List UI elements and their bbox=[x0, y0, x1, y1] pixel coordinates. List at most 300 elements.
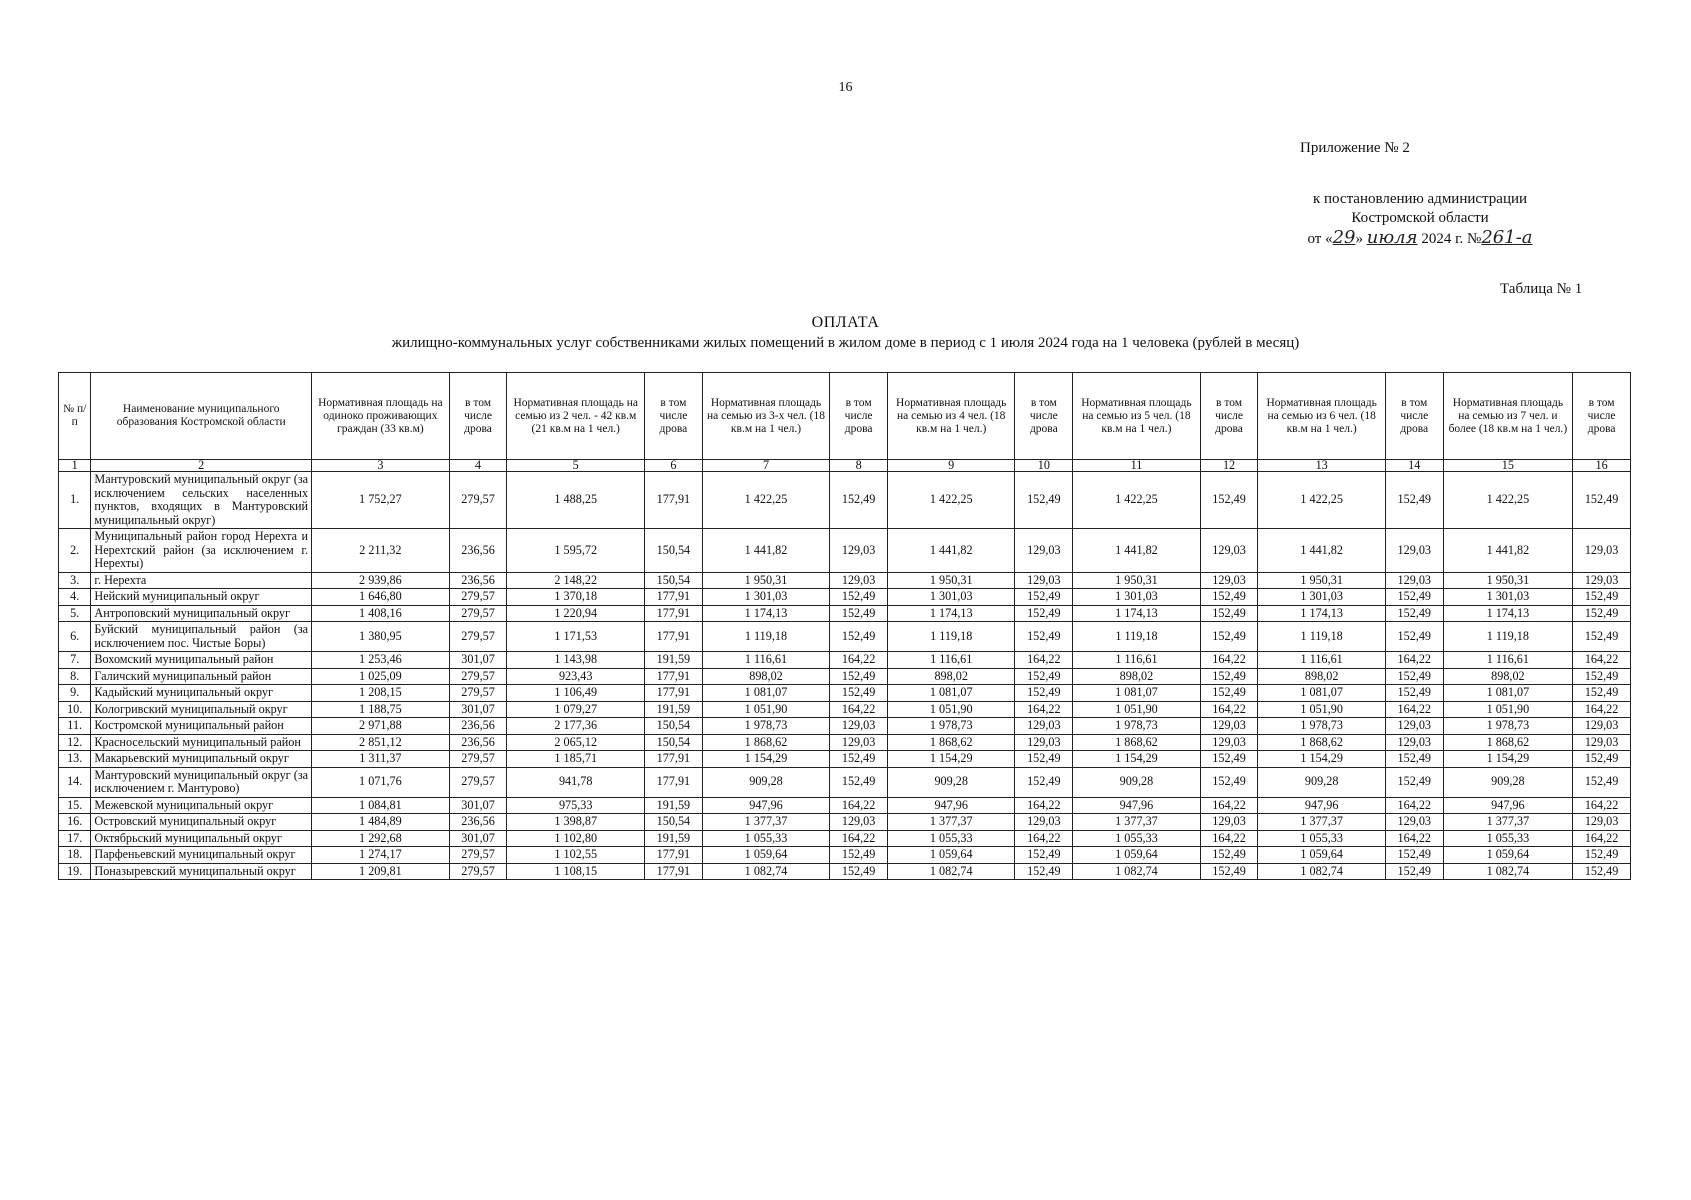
firewood-value: 152,49 bbox=[1200, 472, 1258, 529]
firewood-value: 236,56 bbox=[449, 734, 507, 751]
firewood-value: 279,57 bbox=[449, 605, 507, 622]
firewood-value: 164,22 bbox=[1015, 701, 1073, 718]
row-number: 7. bbox=[59, 652, 91, 669]
firewood-value: 279,57 bbox=[449, 751, 507, 768]
payment-value: 909,28 bbox=[702, 767, 830, 797]
payment-value: 1 059,64 bbox=[702, 847, 830, 864]
firewood-value: 279,57 bbox=[449, 622, 507, 652]
payment-value: 1 441,82 bbox=[1258, 529, 1386, 573]
firewood-value: 129,03 bbox=[1573, 572, 1631, 589]
firewood-value: 152,49 bbox=[1573, 668, 1631, 685]
payment-value: 1 380,95 bbox=[312, 622, 450, 652]
column-number-row bbox=[59, 460, 1631, 472]
payment-value: 1 171,53 bbox=[507, 622, 645, 652]
firewood-value: 152,49 bbox=[1385, 863, 1443, 880]
firewood-value: 279,57 bbox=[449, 685, 507, 702]
table-row bbox=[59, 830, 1631, 847]
firewood-value: 129,03 bbox=[1385, 529, 1443, 573]
firewood-value: 129,03 bbox=[1573, 734, 1631, 751]
column-header-3: Нормативная площадь на одиноко проживающих граждан (33 кв.м) bbox=[312, 373, 450, 460]
payment-value: 947,96 bbox=[887, 797, 1015, 814]
column-number-15: 15 bbox=[1443, 460, 1573, 472]
firewood-value: 152,49 bbox=[830, 863, 888, 880]
payment-value: 1 422,25 bbox=[1443, 472, 1573, 529]
firewood-value: 164,22 bbox=[1573, 652, 1631, 669]
firewood-value: 152,49 bbox=[1015, 751, 1073, 768]
municipality-name: Макарьевский муниципальный округ bbox=[91, 751, 312, 768]
firewood-value: 279,57 bbox=[449, 589, 507, 606]
firewood-value: 152,49 bbox=[1385, 751, 1443, 768]
payment-value: 1 441,82 bbox=[887, 529, 1015, 573]
payment-value: 1 377,37 bbox=[1073, 814, 1201, 831]
firewood-value: 152,49 bbox=[1200, 589, 1258, 606]
firewood-value: 177,91 bbox=[645, 751, 703, 768]
payment-value: 1 950,31 bbox=[1258, 572, 1386, 589]
payment-value: 1 978,73 bbox=[887, 718, 1015, 735]
firewood-value: 152,49 bbox=[830, 589, 888, 606]
firewood-value: 152,49 bbox=[830, 685, 888, 702]
firewood-value: 129,03 bbox=[830, 572, 888, 589]
page-number: 16 bbox=[838, 80, 853, 95]
payment-value: 947,96 bbox=[702, 797, 830, 814]
firewood-value: 164,22 bbox=[1385, 797, 1443, 814]
payment-value: 1 119,18 bbox=[1443, 622, 1573, 652]
table-row bbox=[59, 797, 1631, 814]
payment-value: 1 051,90 bbox=[887, 701, 1015, 718]
payment-value: 1 422,25 bbox=[1073, 472, 1201, 529]
payment-value: 947,96 bbox=[1258, 797, 1386, 814]
firewood-value: 152,49 bbox=[830, 767, 888, 797]
firewood-value: 152,49 bbox=[1573, 751, 1631, 768]
firewood-value: 152,49 bbox=[1385, 767, 1443, 797]
firewood-value: 152,49 bbox=[830, 605, 888, 622]
firewood-value: 152,49 bbox=[1385, 472, 1443, 529]
payment-value: 1 082,74 bbox=[702, 863, 830, 880]
firewood-value: 150,54 bbox=[645, 814, 703, 831]
firewood-value: 152,49 bbox=[1573, 767, 1631, 797]
firewood-value: 152,49 bbox=[830, 847, 888, 864]
payment-value: 1 154,29 bbox=[1443, 751, 1573, 768]
firewood-value: 164,22 bbox=[1200, 797, 1258, 814]
column-header-11: Нормативная площадь на семью из 5 чел. (18 кв.м на 1 чел.) bbox=[1073, 373, 1201, 460]
firewood-value: 129,03 bbox=[1015, 718, 1073, 735]
payment-value: 1 119,18 bbox=[1073, 622, 1201, 652]
payment-value: 1 174,13 bbox=[887, 605, 1015, 622]
column-header-1: № п/п bbox=[59, 373, 91, 460]
column-number-3: 3 bbox=[312, 460, 450, 472]
firewood-value: 152,49 bbox=[1015, 685, 1073, 702]
document-subtitle: жилищно-коммунальных услуг собственниками жилых помещений в жилом доме в период с 1 июля 2024 года на 1 человека (рублей в месяц) bbox=[391, 335, 1300, 351]
decree-reference bbox=[1240, 190, 1600, 249]
row-number: 2. bbox=[59, 529, 91, 573]
municipality-name: Нейский муниципальный округ bbox=[91, 589, 312, 606]
payment-value: 898,02 bbox=[1258, 668, 1386, 685]
decree-line-2: Костромской области bbox=[1351, 210, 1489, 226]
table-row bbox=[59, 718, 1631, 735]
payment-value: 1 102,55 bbox=[507, 847, 645, 864]
column-header-16: в том числе дрова bbox=[1573, 373, 1631, 460]
firewood-value: 150,54 bbox=[645, 734, 703, 751]
firewood-value: 164,22 bbox=[830, 797, 888, 814]
table-row bbox=[59, 685, 1631, 702]
payment-value: 2 148,22 bbox=[507, 572, 645, 589]
firewood-value: 152,49 bbox=[830, 668, 888, 685]
firewood-value: 164,22 bbox=[1573, 797, 1631, 814]
payment-value: 1 978,73 bbox=[1258, 718, 1386, 735]
payment-value: 1 025,09 bbox=[312, 668, 450, 685]
payment-value: 1 051,90 bbox=[1443, 701, 1573, 718]
date-day: 29 bbox=[1332, 227, 1356, 248]
payment-value: 898,02 bbox=[1443, 668, 1573, 685]
payment-value: 1 119,18 bbox=[887, 622, 1015, 652]
payment-value: 1 274,17 bbox=[312, 847, 450, 864]
decree-line-1: к постановлению администрации bbox=[1312, 191, 1528, 207]
firewood-value: 177,91 bbox=[645, 589, 703, 606]
table-row bbox=[59, 734, 1631, 751]
firewood-value: 152,49 bbox=[1385, 589, 1443, 606]
payment-value: 1 377,37 bbox=[1258, 814, 1386, 831]
payment-value: 1 116,61 bbox=[1073, 652, 1201, 669]
row-number: 11. bbox=[59, 718, 91, 735]
payment-value: 1 377,37 bbox=[1443, 814, 1573, 831]
payment-value: 1 102,80 bbox=[507, 830, 645, 847]
municipality-name: Кадыйский муниципальный округ bbox=[91, 685, 312, 702]
row-number: 9. bbox=[59, 685, 91, 702]
firewood-value: 129,03 bbox=[1200, 734, 1258, 751]
firewood-value: 301,07 bbox=[449, 797, 507, 814]
row-number: 6. bbox=[59, 622, 91, 652]
firewood-value: 152,49 bbox=[1015, 668, 1073, 685]
decree-date-line bbox=[1240, 228, 1600, 249]
payment-value: 1 071,76 bbox=[312, 767, 450, 797]
payment-value: 909,28 bbox=[1443, 767, 1573, 797]
table-row bbox=[59, 751, 1631, 768]
payment-value: 2 851,12 bbox=[312, 734, 450, 751]
firewood-value: 152,49 bbox=[1200, 605, 1258, 622]
column-number-12: 12 bbox=[1200, 460, 1258, 472]
document-title: ОПЛАТА bbox=[811, 314, 880, 331]
column-number-8: 8 bbox=[830, 460, 888, 472]
firewood-value: 301,07 bbox=[449, 652, 507, 669]
column-number-9: 9 bbox=[887, 460, 1015, 472]
payment-value: 1 059,64 bbox=[887, 847, 1015, 864]
table-row bbox=[59, 701, 1631, 718]
table-row bbox=[59, 622, 1631, 652]
table-row bbox=[59, 572, 1631, 589]
firewood-value: 191,59 bbox=[645, 701, 703, 718]
firewood-value: 152,49 bbox=[1015, 847, 1073, 864]
row-number: 10. bbox=[59, 701, 91, 718]
firewood-value: 152,49 bbox=[1200, 685, 1258, 702]
payment-value: 1 646,80 bbox=[312, 589, 450, 606]
payment-value: 1 059,64 bbox=[1443, 847, 1573, 864]
payment-value: 1 978,73 bbox=[1073, 718, 1201, 735]
firewood-value: 150,54 bbox=[645, 718, 703, 735]
municipality-name: Буйский муниципальный район (за исключением пос. Чистые Боры) bbox=[91, 622, 312, 652]
payment-value: 1 174,13 bbox=[1073, 605, 1201, 622]
firewood-value: 129,03 bbox=[830, 734, 888, 751]
table-row bbox=[59, 863, 1631, 880]
payment-value: 1 154,29 bbox=[1258, 751, 1386, 768]
firewood-value: 152,49 bbox=[1015, 589, 1073, 606]
payment-value: 1 082,74 bbox=[1443, 863, 1573, 880]
table-row bbox=[59, 589, 1631, 606]
firewood-value: 152,49 bbox=[1200, 847, 1258, 864]
payment-value: 1 301,03 bbox=[702, 589, 830, 606]
payment-value: 1 106,49 bbox=[507, 685, 645, 702]
firewood-value: 129,03 bbox=[1015, 734, 1073, 751]
payment-value: 1 292,68 bbox=[312, 830, 450, 847]
firewood-value: 236,56 bbox=[449, 572, 507, 589]
column-header-4: в том числе дрова bbox=[449, 373, 507, 460]
firewood-value: 152,49 bbox=[830, 622, 888, 652]
row-number: 5. bbox=[59, 605, 91, 622]
firewood-value: 152,49 bbox=[1015, 472, 1073, 529]
table-row bbox=[59, 814, 1631, 831]
table-row bbox=[59, 652, 1631, 669]
municipality-name: Антроповский муниципальный округ bbox=[91, 605, 312, 622]
payment-value: 1 868,62 bbox=[887, 734, 1015, 751]
column-number-4: 4 bbox=[449, 460, 507, 472]
firewood-value: 301,07 bbox=[449, 830, 507, 847]
firewood-value: 279,57 bbox=[449, 863, 507, 880]
row-number: 13. bbox=[59, 751, 91, 768]
payment-value: 1 081,07 bbox=[887, 685, 1015, 702]
firewood-value: 150,54 bbox=[645, 572, 703, 589]
payment-value: 975,33 bbox=[507, 797, 645, 814]
payment-value: 1 301,03 bbox=[887, 589, 1015, 606]
municipality-name: Галичский муниципальный район bbox=[91, 668, 312, 685]
firewood-value: 152,49 bbox=[1200, 751, 1258, 768]
payment-value: 1 950,31 bbox=[1443, 572, 1573, 589]
table-row bbox=[59, 472, 1631, 529]
municipality-name: Октябрьский муниципальный округ bbox=[91, 830, 312, 847]
payment-value: 1 081,07 bbox=[1258, 685, 1386, 702]
firewood-value: 164,22 bbox=[1015, 797, 1073, 814]
firewood-value: 129,03 bbox=[1385, 572, 1443, 589]
payment-value: 1 595,72 bbox=[507, 529, 645, 573]
column-number-11: 11 bbox=[1073, 460, 1201, 472]
firewood-value: 129,03 bbox=[830, 814, 888, 831]
payment-value: 1 082,74 bbox=[1073, 863, 1201, 880]
payment-value: 1 119,18 bbox=[1258, 622, 1386, 652]
payment-value: 1 408,16 bbox=[312, 605, 450, 622]
payment-value: 1 051,90 bbox=[1073, 701, 1201, 718]
firewood-value: 152,49 bbox=[1200, 863, 1258, 880]
row-number: 8. bbox=[59, 668, 91, 685]
payment-value: 1 484,89 bbox=[312, 814, 450, 831]
municipality-name: Костромской муниципальный район bbox=[91, 718, 312, 735]
column-header-5: Нормативная площадь на семью из 2 чел. - 42 кв.м (21 кв.м на 1 чел.) bbox=[507, 373, 645, 460]
firewood-value: 177,91 bbox=[645, 668, 703, 685]
row-number: 17. bbox=[59, 830, 91, 847]
firewood-value: 129,03 bbox=[1015, 529, 1073, 573]
payment-value: 2 211,32 bbox=[312, 529, 450, 573]
payment-value: 1 752,27 bbox=[312, 472, 450, 529]
payment-value: 1 055,33 bbox=[1258, 830, 1386, 847]
firewood-value: 152,49 bbox=[1200, 668, 1258, 685]
payment-value: 1 208,15 bbox=[312, 685, 450, 702]
firewood-value: 152,49 bbox=[1015, 863, 1073, 880]
firewood-value: 177,91 bbox=[645, 863, 703, 880]
municipality-name: Поназыревский муниципальный округ bbox=[91, 863, 312, 880]
firewood-value: 164,22 bbox=[1385, 701, 1443, 718]
firewood-value: 177,91 bbox=[645, 605, 703, 622]
payment-value: 2 939,86 bbox=[312, 572, 450, 589]
payment-value: 1 978,73 bbox=[702, 718, 830, 735]
firewood-value: 236,56 bbox=[449, 718, 507, 735]
payment-value: 1 253,46 bbox=[312, 652, 450, 669]
firewood-value: 164,22 bbox=[1200, 652, 1258, 669]
payment-value: 1 108,15 bbox=[507, 863, 645, 880]
column-header-13: Нормативная площадь на семью из 6 чел. (18 кв.м на 1 чел.) bbox=[1258, 373, 1386, 460]
payment-value: 1 185,71 bbox=[507, 751, 645, 768]
table-label: Таблица № 1 bbox=[1500, 281, 1583, 297]
firewood-value: 152,49 bbox=[1385, 847, 1443, 864]
table-row bbox=[59, 767, 1631, 797]
payment-value: 1 055,33 bbox=[702, 830, 830, 847]
row-number: 18. bbox=[59, 847, 91, 864]
payment-value: 1 143,98 bbox=[507, 652, 645, 669]
firewood-value: 152,49 bbox=[1573, 589, 1631, 606]
firewood-value: 129,03 bbox=[1573, 814, 1631, 831]
payment-value: 1 301,03 bbox=[1443, 589, 1573, 606]
firewood-value: 164,22 bbox=[1385, 830, 1443, 847]
firewood-value: 129,03 bbox=[1200, 529, 1258, 573]
column-header-6: в том числе дрова bbox=[645, 373, 703, 460]
firewood-value: 152,49 bbox=[1385, 668, 1443, 685]
payment-value: 1 116,61 bbox=[1443, 652, 1573, 669]
row-number: 3. bbox=[59, 572, 91, 589]
firewood-value: 129,03 bbox=[830, 718, 888, 735]
column-number-14: 14 bbox=[1385, 460, 1443, 472]
firewood-value: 152,49 bbox=[1573, 863, 1631, 880]
payment-value: 1 055,33 bbox=[1443, 830, 1573, 847]
payment-value: 1 868,62 bbox=[702, 734, 830, 751]
firewood-value: 152,49 bbox=[1573, 685, 1631, 702]
firewood-value: 129,03 bbox=[1200, 814, 1258, 831]
firewood-value: 164,22 bbox=[1200, 830, 1258, 847]
firewood-value: 164,22 bbox=[1573, 830, 1631, 847]
payment-value: 1 188,75 bbox=[312, 701, 450, 718]
column-number-16: 16 bbox=[1573, 460, 1631, 472]
firewood-value: 152,49 bbox=[1385, 622, 1443, 652]
payment-value: 1 081,07 bbox=[1443, 685, 1573, 702]
municipality-name: Муниципальный район город Нерехта и Нерехтский район (за исключением г. Нерехты) bbox=[91, 529, 312, 573]
payment-value: 1 055,33 bbox=[887, 830, 1015, 847]
payment-value: 1 441,82 bbox=[702, 529, 830, 573]
payment-value: 941,78 bbox=[507, 767, 645, 797]
payment-value: 1 220,94 bbox=[507, 605, 645, 622]
payment-value: 1 868,62 bbox=[1443, 734, 1573, 751]
payment-value: 1 441,82 bbox=[1443, 529, 1573, 573]
payment-value: 1 051,90 bbox=[702, 701, 830, 718]
payment-value: 1 301,03 bbox=[1073, 589, 1201, 606]
municipality-name: Кологривский муниципальный округ bbox=[91, 701, 312, 718]
municipality-name: Мантуровский муниципальный округ (за исключением сельских населенных пунктов, входящих в Мантуровский муниципальный округ) bbox=[91, 472, 312, 529]
payment-value: 1 081,07 bbox=[1073, 685, 1201, 702]
firewood-value: 129,03 bbox=[830, 529, 888, 573]
payment-value: 1 422,25 bbox=[887, 472, 1015, 529]
payment-value: 923,43 bbox=[507, 668, 645, 685]
payment-value: 1 950,31 bbox=[702, 572, 830, 589]
firewood-value: 177,91 bbox=[645, 472, 703, 529]
payment-value: 1 868,62 bbox=[1258, 734, 1386, 751]
payment-value: 1 978,73 bbox=[1443, 718, 1573, 735]
row-number: 19. bbox=[59, 863, 91, 880]
firewood-value: 129,03 bbox=[1385, 734, 1443, 751]
firewood-value: 177,91 bbox=[645, 622, 703, 652]
firewood-value: 164,22 bbox=[830, 701, 888, 718]
municipality-name: Межевской муниципальный округ bbox=[91, 797, 312, 814]
payment-value: 1 154,29 bbox=[1073, 751, 1201, 768]
payment-value: 1 868,62 bbox=[1073, 734, 1201, 751]
firewood-value: 129,03 bbox=[1385, 814, 1443, 831]
payment-value: 1 950,31 bbox=[1073, 572, 1201, 589]
firewood-value: 236,56 bbox=[449, 814, 507, 831]
payment-value: 1 082,74 bbox=[887, 863, 1015, 880]
firewood-value: 129,03 bbox=[1015, 572, 1073, 589]
firewood-value: 164,22 bbox=[1385, 652, 1443, 669]
payment-value: 1 051,90 bbox=[1258, 701, 1386, 718]
firewood-value: 152,49 bbox=[1015, 605, 1073, 622]
firewood-value: 152,49 bbox=[830, 472, 888, 529]
firewood-value: 152,49 bbox=[1015, 622, 1073, 652]
firewood-value: 164,22 bbox=[1200, 701, 1258, 718]
date-year: 2024 г. № bbox=[1421, 231, 1482, 247]
row-number: 4. bbox=[59, 589, 91, 606]
table-row bbox=[59, 668, 1631, 685]
firewood-value: 177,91 bbox=[645, 847, 703, 864]
column-header-8: в том числе дрова bbox=[830, 373, 888, 460]
column-header-14: в том числе дрова bbox=[1385, 373, 1443, 460]
column-number-1: 1 bbox=[59, 460, 91, 472]
payment-value: 898,02 bbox=[702, 668, 830, 685]
firewood-value: 152,49 bbox=[1015, 767, 1073, 797]
column-header-15: Нормативная площадь на семью из 7 чел. и более (18 кв.м на 1 чел.) bbox=[1443, 373, 1573, 460]
column-header-9: Нормативная площадь на семью из 4 чел. (18 кв.м на 1 чел.) bbox=[887, 373, 1015, 460]
decree-number: 261-а bbox=[1481, 227, 1533, 248]
payment-value: 947,96 bbox=[1073, 797, 1201, 814]
payment-value: 1 079,27 bbox=[507, 701, 645, 718]
payment-value: 1 422,25 bbox=[702, 472, 830, 529]
firewood-value: 191,59 bbox=[645, 830, 703, 847]
table-row bbox=[59, 529, 1631, 573]
firewood-value: 164,22 bbox=[830, 652, 888, 669]
firewood-value: 191,59 bbox=[645, 797, 703, 814]
payment-value: 2 177,36 bbox=[507, 718, 645, 735]
appendix-label: Приложение № 2 bbox=[1300, 140, 1410, 156]
row-number: 16. bbox=[59, 814, 91, 831]
table-row bbox=[59, 847, 1631, 864]
column-header-12: в том числе дрова bbox=[1200, 373, 1258, 460]
row-number: 15. bbox=[59, 797, 91, 814]
column-number-10: 10 bbox=[1015, 460, 1073, 472]
payment-value: 1 154,29 bbox=[702, 751, 830, 768]
row-number: 1. bbox=[59, 472, 91, 529]
firewood-value: 152,49 bbox=[1573, 605, 1631, 622]
payment-value: 1 209,81 bbox=[312, 863, 450, 880]
firewood-value: 129,03 bbox=[1015, 814, 1073, 831]
row-number: 12. bbox=[59, 734, 91, 751]
payment-value: 1 950,31 bbox=[887, 572, 1015, 589]
firewood-value: 177,91 bbox=[645, 767, 703, 797]
payment-value: 909,28 bbox=[887, 767, 1015, 797]
municipality-name: Вохомский муниципальный район bbox=[91, 652, 312, 669]
firewood-value: 129,03 bbox=[1200, 718, 1258, 735]
municipality-name: Островский муниципальный округ bbox=[91, 814, 312, 831]
payment-value: 1 174,13 bbox=[1258, 605, 1386, 622]
